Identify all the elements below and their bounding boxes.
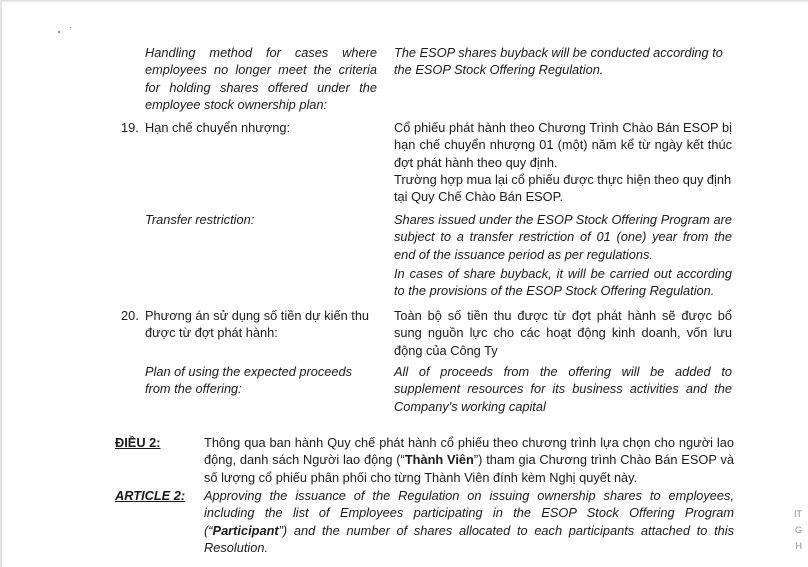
item-19-number: 19. <box>121 120 139 135</box>
item-19-en-label: Transfer restriction: <box>145 212 255 227</box>
scan-speck <box>70 27 71 28</box>
item-19-en-content: Shares issued under the ESOP Stock Offering Program are subject to a transfer restriction of 01 (one) year from the end of the issuance period as per regulations. <box>394 212 732 262</box>
item-19-vi-content: Cổ phiếu phát hành theo Chương Trình Chào Bán ESOP bị hạn chế chuyển nhượng 01 (một) năm kể từ ngày kết thúc đợt phát hành theo quy định. <box>394 120 732 170</box>
handling-method-en-label: Handling method for cases where employees no longer meet the criteria for holding shares offered under the employee stock ownership plan: <box>145 45 377 113</box>
article-2-vi-text-part: ”) tham gia Chương trình Chào Bán ESOP và số lượng cổ phiếu phân phối cho từng Thành Viên đính kèm Nghị quyết này. <box>204 452 734 485</box>
item-19-vi-content-2: Trường hợp mua lại cổ phiếu được thực hiện theo quy định tại Quy Chế Chào Bán ESOP. <box>394 172 732 205</box>
handling-method-en-content: The ESOP shares buyback will be conducted according to the ESOP Stock Offering Regulation. <box>394 45 723 78</box>
participant-term: Participant <box>212 522 279 538</box>
scan-edge <box>0 0 808 3</box>
margin-marks <box>788 506 802 554</box>
article-2-en-text-part: Approving the issuance of the Regulation on issuing ownership shares to employees, including the list of Employees participating in the ESOP Stock Offering Program (“ <box>204 488 734 538</box>
item-19-vi-label: Hạn chế chuyển nhượng: <box>145 120 291 135</box>
item-20-en-content: All of proceeds from the offering will be added to supplement resources for its business activities and the Company's working capital <box>394 364 732 414</box>
article-2-en-label: ARTICLE 2: <box>115 488 186 503</box>
margin-mark: G <box>794 525 802 535</box>
scan-edge-left <box>0 0 2 567</box>
item-20-vi-content: Toàn bộ số tiền thu được từ đợt phát hành sẽ được bổ sung nguồn lực cho các hoạt động kinh doanh, vốn lưu động của Công Ty <box>394 308 732 358</box>
item-20-vi-label: Phương án sử dụng số tiền dự kiến thu được từ đợt phát hành: <box>145 308 370 341</box>
item-19-en-content-2: In cases of share buyback, it will be carried out according to the provisions of the ESOP Stock Offering Regulation. <box>394 266 732 299</box>
article-2-vi-text-part: Thông qua ban hành Quy chế phát hành cổ phiếu theo chương trình lựa chọn cho người lao động, danh sách Người lao động (“ <box>204 435 734 468</box>
item-20-number: 20. <box>121 308 139 323</box>
margin-mark: H <box>795 541 802 551</box>
member-term: Thành Viên <box>404 452 474 468</box>
margin-mark: IT <box>794 509 802 519</box>
article-2-vi-text <box>204 434 734 486</box>
item-20-en-label: Plan of using the expected proceeds from the offering: <box>145 364 353 397</box>
article-2-vi-label: ĐIỀU 2: <box>115 435 161 450</box>
scan-speck <box>58 31 60 33</box>
article-2-en-text-part: ”) and the number of shares allocated to each participants attached to this Resolution. <box>204 522 734 556</box>
article-2-en-text <box>204 487 734 557</box>
